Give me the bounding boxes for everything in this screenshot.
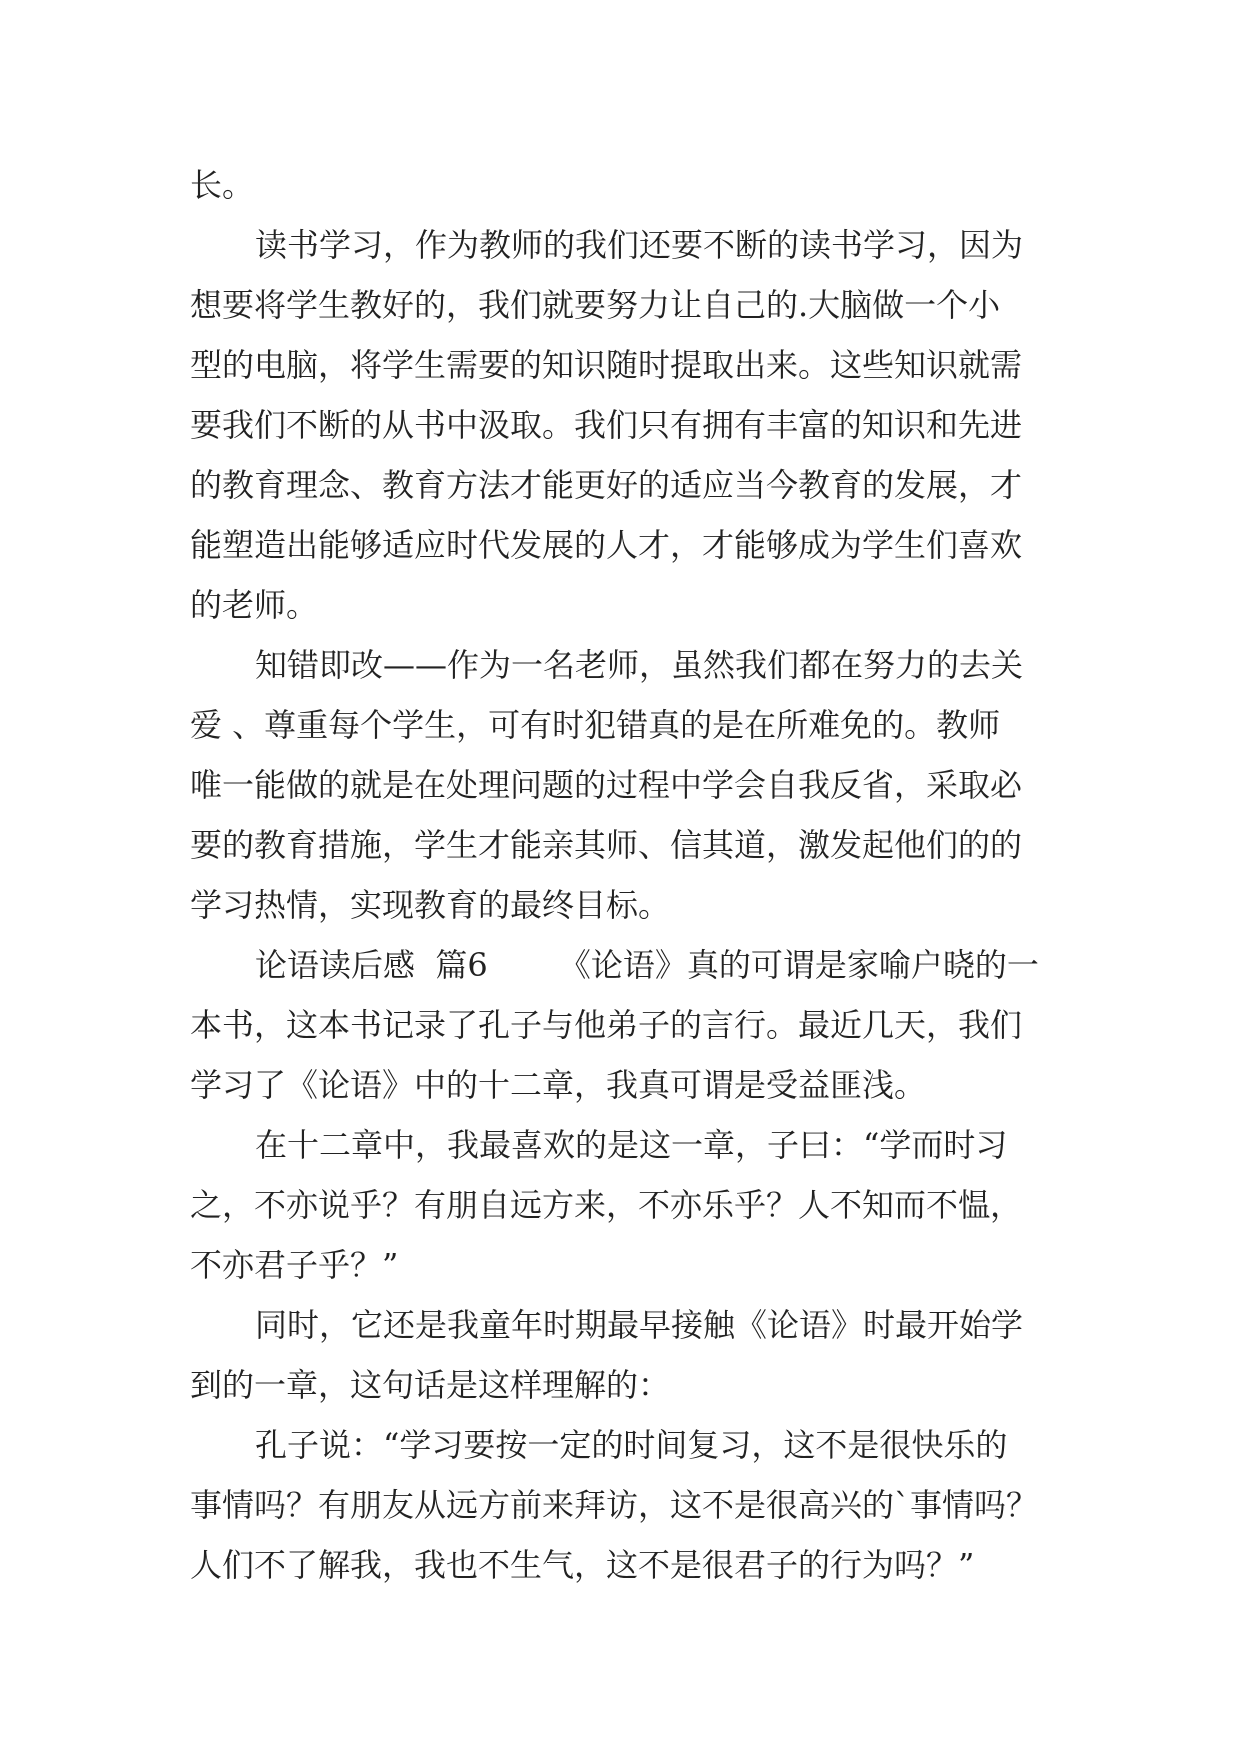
text-line: 长。 xyxy=(190,166,255,204)
text-line: 读书学习，作为教师的我们还要不断的读书学习，因为 xyxy=(255,226,1024,264)
text-line: 不亦君子乎？” xyxy=(190,1246,399,1284)
text-line: 学习了《论语》中的十二章，我真可谓是受益匪浅。 xyxy=(190,1066,927,1104)
text-line: 论语读后感 篇6 《论语》真的可谓是家喻户晓的一 xyxy=(255,946,1039,984)
text-line: 同时，它还是我童年时期最早接触《论语》时最开始学 xyxy=(255,1306,1024,1344)
text-line: 事情吗？有朋友从远方前来拜访，这不是很高兴的`事情吗？ xyxy=(190,1486,1039,1524)
text-line: 在十二章中，我最喜欢的是这一章，子曰：“学而时习 xyxy=(255,1126,1008,1164)
text-line: 的教育理念、教育方法才能更好的适应当今教育的发展，才 xyxy=(190,466,1023,504)
text-line: 唯一能做的就是在处理问题的过程中学会自我反省，采取必 xyxy=(190,766,1023,804)
text-line: 到的一章，这句话是这样理解的： xyxy=(190,1366,671,1404)
text-line: 型的电脑，将学生需要的知识随时提取出来。这些知识就需 xyxy=(190,346,1023,384)
text-line: 学习热情，实现教育的最终目标。 xyxy=(190,886,671,924)
text-line: 人们不了解我，我也不生气，这不是很君子的行为吗？” xyxy=(190,1546,975,1584)
text-line: 本书，这本书记录了孔子与他弟子的言行。最近几天，我们 xyxy=(190,1006,1023,1044)
text-line: 要的教育措施，学生才能亲其师、信其道，激发起他们的的 xyxy=(190,826,1023,864)
text-line: 孔子说：“学习要按一定的时间复习，这不是很快乐的 xyxy=(255,1426,1008,1464)
text-line: 之，不亦说乎？有朋自远方来，不亦乐乎？人不知而不愠， xyxy=(190,1186,1023,1224)
text-line: 的老师。 xyxy=(190,586,319,624)
text-line: 爱 、尊重每个学生，可有时犯错真的是在所难免的。教师 xyxy=(190,706,1001,744)
text-line: 要我们不断的从书中汲取。我们只有拥有丰富的知识和先进 xyxy=(190,406,1023,444)
text-line: 想要将学生教好的，我们就要努力让自己的.大脑做一个小 xyxy=(190,286,1001,324)
text-line: 知错即改——作为一名老师，虽然我们都在努力的去关 xyxy=(255,646,1024,684)
text-line: 能塑造出能够适应时代发展的人才，才能够成为学生们喜欢 xyxy=(190,526,1023,564)
